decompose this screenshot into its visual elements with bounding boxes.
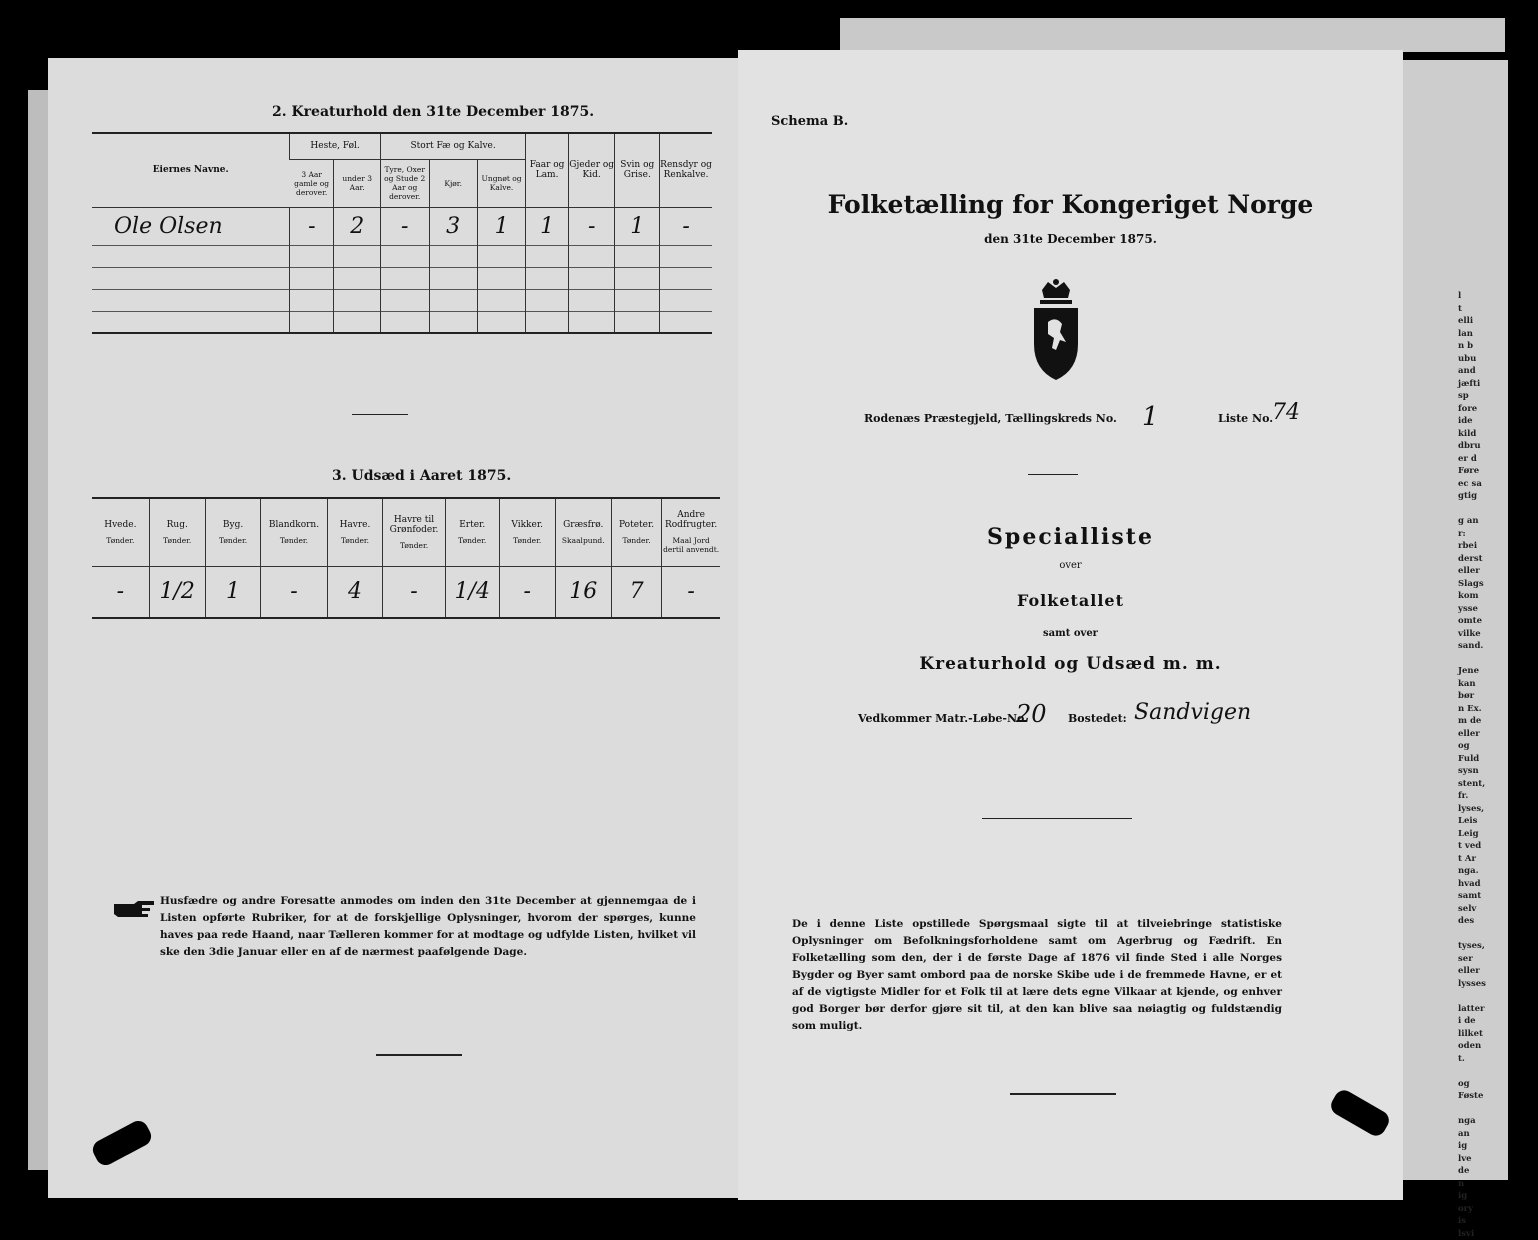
fragment-line: omte [1458,615,1508,628]
seed-value: - [261,566,327,618]
fragment-line: derst [1458,553,1508,566]
fragment-line: lve [1458,1153,1508,1166]
fragment-line: nga [1458,1115,1508,1128]
parish-line [864,412,1117,425]
page-stack-edge-left [28,90,50,1170]
goats-value: - [568,207,615,245]
seed-header-name: Rug. [150,520,205,530]
fragment-line: ubu [1458,353,1508,366]
horses-old-header: 3 Aar gamle og derover. [290,159,334,207]
fragment-line: is [1458,1215,1508,1228]
fragment-line: oden [1458,1040,1508,1053]
fragment-line: n b [1458,340,1508,353]
seed-header-cell [383,498,445,566]
fragment-line: l [1458,290,1508,303]
fragment-line: ide [1458,415,1508,428]
bulls-value: - [380,207,429,245]
right-page [738,50,1403,1200]
seed-header-unit: Tønder. [92,536,149,545]
bosted-label: Bostedet: [1068,712,1127,725]
right-divider-rule-1 [1028,474,1078,475]
goats-header: Gjeder og Kid. [568,133,615,207]
fragment-line: jæfti [1458,378,1508,391]
household-notice: Husfædre og andre Foresatte anmodes om inden den 31te December at gjennemgaa de i Listen opførte Rubriker, for at de forskjellige Oplysninger, hvorom der spørges, kunne haves paa rede Haand, naar Tælleren kommer for at modtage og udfylde Listen, hvilket vil ske den 3die Januar eller en af de nærmest paafølgende Dage. [160,893,696,961]
seed-header-name: Hvede. [92,520,149,530]
schema-label: Schema B. [771,114,848,129]
seed-header-unit: Tønder. [612,536,661,545]
fragment-line: g an [1458,515,1508,528]
livestock-row [92,207,712,245]
seed-header-name: Havre til Grønfoder. [383,515,444,535]
fragment-line: Slags [1458,578,1508,591]
fragment-line: t Ar [1458,853,1508,866]
fragment-line: bør [1458,690,1508,703]
list-label: Liste No. [1218,412,1273,425]
seed-value: 1/2 [149,566,205,618]
fragment-line: lan [1458,328,1508,341]
fragment-line: Føste [1458,1090,1508,1103]
seed-header-cell [92,498,149,566]
seed-header-name: Poteter. [612,520,661,530]
seed-table [92,497,720,619]
calves-value: 1 [477,207,526,245]
fragment-line: ysse [1458,603,1508,616]
seed-header-unit: Tønder. [150,536,205,545]
adjacent-page-fragment [1458,290,1508,1240]
seed-header-name: Havre. [328,520,383,530]
seed-header-unit: Tønder. [446,536,499,545]
seed-value: - [92,566,149,618]
fragment-line: an [1458,1128,1508,1141]
sheep-header: Faar og Lam. [526,133,569,207]
left-bottom-rule [376,1054,462,1056]
seed-row [92,566,720,618]
fragment-line: ig [1458,1140,1508,1153]
fragment-line: kild [1458,428,1508,441]
seed-header-cell [662,498,720,566]
fragment-line: sp [1458,390,1508,403]
fragment-line: eller [1458,728,1508,741]
sheep-value: 1 [526,207,569,245]
seed-header-unit: Tønder. [383,541,444,550]
fragment-line: sand. [1458,640,1508,653]
fragment-line [1458,653,1508,666]
fragment-line: eller [1458,965,1508,978]
fragment-line: lsvi [1458,1228,1508,1240]
matr-label: Vedkommer Matr.-Løbe-No. [858,712,1028,725]
fragment-line: Føre [1458,465,1508,478]
list-value: 74 [1272,400,1300,425]
bulls-header: Tyre, Oxer og Stude 2 Aar og derover. [380,159,429,207]
pointing-hand-icon [112,898,156,924]
calves-header: Ungnøt og Kalve. [477,159,526,207]
seed-header-unit: Tønder. [328,536,383,545]
pigs-header: Svin og Grise. [615,133,660,207]
district-label: Tællingskreds No. [1005,412,1117,425]
fragment-line: er d [1458,453,1508,466]
over-text-1: over [738,560,1403,571]
right-divider-rule-2 [982,818,1132,819]
seed-header-cell [205,498,261,566]
fragment-line: nga. [1458,865,1508,878]
fragment-line: lilket [1458,1028,1508,1041]
right-bottom-rule [1010,1093,1116,1095]
seed-header-cell [261,498,327,566]
fragment-line [1458,1103,1508,1116]
fragment-line: Fuld [1458,753,1508,766]
fragment-line: selv [1458,903,1508,916]
seed-value: - [383,566,445,618]
fragment-line: Leig [1458,828,1508,841]
horses-header: Heste, Føl. [290,133,381,159]
fragment-line [1458,1065,1508,1078]
reindeer-header: Rensdyr og Renkalve. [660,133,712,207]
fragment-line: t [1458,303,1508,316]
seed-value: 1/4 [445,566,499,618]
bosted-value: Sandvigen [1134,700,1251,725]
fragment-line: fore [1458,403,1508,416]
fragment-line: r: [1458,528,1508,541]
fragment-line: n [1458,1178,1508,1191]
horses-young-header: under 3 Aar. [334,159,380,207]
fragment-line: kan [1458,678,1508,691]
seed-value: - [499,566,555,618]
fragment-line: sysn [1458,765,1508,778]
parish-label: Rodenæs Præstegjeld, [864,412,1001,425]
norway-coat-of-arms-icon [1028,278,1084,388]
horses-young-value: 2 [334,207,380,245]
reindeer-value: - [660,207,712,245]
seed-value: 1 [205,566,261,618]
seed-header-cell [611,498,661,566]
owner-name: Ole Olsen [92,207,290,245]
district-value: 1 [1142,402,1159,432]
fragment-line: stent, [1458,778,1508,791]
fragment-line [1458,928,1508,941]
fragment-line: n Ex. [1458,703,1508,716]
census-date: den 31te December 1875. [738,232,1403,246]
seed-header-name: Erter. [446,520,499,530]
seed-header-unit: Maal Jord dertil anvendt. [662,536,720,554]
seed-header-cell [445,498,499,566]
fragment-line: ec sa [1458,478,1508,491]
fragment-line: dbru [1458,440,1508,453]
owner-header: Eiernes Navne. [92,133,290,207]
seed-header-cell [327,498,383,566]
fragment-line: Leis [1458,815,1508,828]
cows-header: Kjør. [429,159,477,207]
seed-value: 7 [611,566,661,618]
seed-value: 16 [555,566,611,618]
fragment-line: t ved [1458,840,1508,853]
seed-header-name: Andre Rodfrugter. [662,510,720,530]
fragment-line: vilke [1458,628,1508,641]
fragment-line: gtig [1458,490,1508,503]
cattle-header: Stort Fæ og Kalve. [380,133,525,159]
fragment-line: Jene [1458,665,1508,678]
fragment-line: ory [1458,1203,1508,1216]
fragment-line [1458,990,1508,1003]
fragment-line: elli [1458,315,1508,328]
seed-header-unit: Tønder. [206,536,261,545]
fragment-line: og [1458,740,1508,753]
fragment-line: de [1458,1165,1508,1178]
fragment-line: kom [1458,590,1508,603]
seed-header-unit: Tønder. [261,536,326,545]
livestock-table [92,132,712,334]
pigs-value: 1 [615,207,660,245]
fragment-line: m de [1458,715,1508,728]
seed-header-cell [555,498,611,566]
census-purpose-text: De i denne Liste opstillede Spørgsmaal sigte til at tilveiebringe statistiske Oplysninger om Befolkningsforholdene samt om Agerbrug og Fædrift. En Folketælling som den, der i de første Dage af 1876 vil finde Sted i alle Norges Bygder og Byer samt ombord paa de norske Skibe ude i de fremmede Havne, er et af de vigtigste Midler for et Folk til at lære dets egne Vilkaar at kjende, og enhver god Borger bør derfor gjøre sit til, at den kan blive saa nøiagtig og fuldstændig som muligt. [792,916,1282,1035]
fragment-line: fr. [1458,790,1508,803]
seed-header-name: Blandkorn. [261,520,326,530]
seed-header-name: Byg. [206,520,261,530]
specialliste-heading: Specialliste [738,524,1403,550]
fragment-line: samt [1458,890,1508,903]
folketallet-heading: Folketallet [738,591,1403,610]
fragment-line: lysses [1458,978,1508,991]
fragment-line: latter [1458,1003,1508,1016]
seed-value: 4 [327,566,383,618]
fragment-line: rbei [1458,540,1508,553]
fragment-line [1458,503,1508,516]
seed-header-unit: Tønder. [500,536,555,545]
seed-header-name: Vikker. [500,520,555,530]
fragment-line: hvad [1458,878,1508,891]
left-divider-rule [352,414,408,415]
seed-header-unit: Skaalpund. [556,536,611,545]
livestock-section-title: 2. Kreaturhold den 31te December 1875. [272,104,594,120]
fragment-line: ig [1458,1190,1508,1203]
fragment-line: og [1458,1078,1508,1091]
seed-header-name: Græsfrø. [556,520,611,530]
matr-value: 20 [1016,700,1047,728]
fragment-line: tyses, [1458,940,1508,953]
seed-value: - [662,566,720,618]
fragment-line: eller [1458,565,1508,578]
fragment-line: and [1458,365,1508,378]
kreaturhold-heading: Kreaturhold og Udsæd m. m. [738,654,1403,674]
cows-value: 3 [429,207,477,245]
page-stack-edge-top-right [840,18,1505,52]
seed-header-cell [149,498,205,566]
horses-old-value: - [290,207,334,245]
samt-over-text: samt over [738,628,1403,639]
fragment-line: t. [1458,1053,1508,1066]
census-title: Folketælling for Kongeriget Norge [738,190,1403,219]
fragment-line: lyses, [1458,803,1508,816]
seed-header-cell [499,498,555,566]
fragment-line: i de [1458,1015,1508,1028]
seed-section-title: 3. Udsæd i Aaret 1875. [332,468,511,484]
fragment-line: ser [1458,953,1508,966]
fragment-line: des [1458,915,1508,928]
